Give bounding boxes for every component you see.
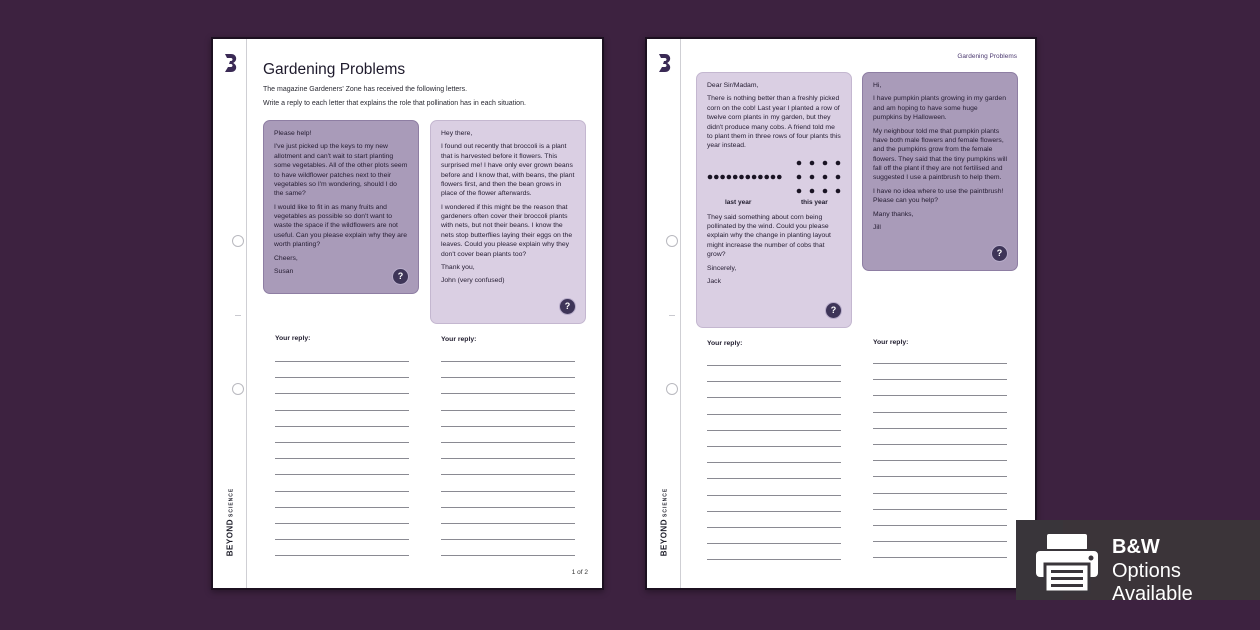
corn-plant-dot-last-year [777,174,782,179]
help-icon[interactable]: ? [991,245,1008,262]
reply-label: Your reply: [873,339,909,346]
corn-plant-dot-last-year [758,174,763,179]
corn-plant-dot-last-year [764,174,769,179]
page-number: 1 of 2 [571,569,588,576]
worksheet-page-1 [211,37,604,590]
intro-text: The magazine Gardeners' Zone has received the following letters. [263,86,468,93]
corn-plant-dot-this-year [836,160,841,165]
worksheet-page-2 [645,37,1037,590]
fold-mark [669,315,675,316]
corn-plant-dot-last-year [714,174,719,179]
punch-hole [232,235,244,247]
corn-plant-dot-last-year [727,174,732,179]
fold-mark [235,315,241,316]
corn-plant-dot-last-year [708,174,713,179]
bw-options-badge[interactable] [1016,520,1260,605]
letter-paragraph: I would like to fit in as many fruits and vegetables as possible so don't want to waste the space if the wildflowers are not useful. Can you please explain why they are worth planting? [274,203,407,249]
reply-lines-2[interactable] [441,361,575,571]
letter-signoff: Sincerely, [707,264,737,272]
reply-lines-3[interactable] [707,365,841,575]
letter-paragraph: I've just picked up the keys to my new allotment and can't wait to start planting some vegetables. All of the other plots seem to have wildflower patches next to their vegetables so I'm wondering, should I do the same? [274,143,408,198]
reply-label: Your reply: [707,340,743,347]
corn-plant-dot-this-year [823,160,828,165]
brand-wordmark: BEYONDSCIENCE [225,487,235,557]
letter-paragraph: I have pumpkin plants growing in my garden and am hoping to have some huge pumpkins by Halloween. [873,95,1006,122]
letter-greeting: Please help! [274,130,312,137]
printer-icon [1031,532,1103,594]
corn-plant-dot-last-year [752,174,757,179]
punch-hole [666,235,678,247]
corn-plant-dot-last-year [739,174,744,179]
corn-plant-dot-this-year [810,188,815,193]
corn-dots [707,157,843,197]
corn-plant-dot-this-year [823,174,828,179]
corn-plant-dot-this-year [797,160,802,165]
letter-greeting: Hi, [873,82,882,89]
corn-plant-dot-last-year [771,174,776,179]
label-last-year: last year [725,198,752,206]
letter-name: Jack [707,277,721,285]
running-header: Gardening Problems [957,53,1017,60]
letter-paragraph: I found out recently that broccoli is a plant that is harvested before it flowers. This surprised me! I have only ever grown beans before and I know that, with beans, the plant flowers first, and then the bean grows in place of the flower afterwards. [441,143,575,198]
letter-paragraph: I wondered if this might be the reason that gardeners often cover their broccoli plants with nets, but not their beans. I know the nets stop butterflies laying their eggs on the leaves. Could you please explain why they don't cover bean plants too? [441,203,573,258]
reply-lines-1[interactable] [275,361,409,571]
reply-label: Your reply: [275,335,311,342]
letter-signoff: Thank you, [441,263,475,271]
badge-panel [1063,520,1260,605]
letter-name: Jill [873,223,881,231]
help-icon[interactable]: ? [825,302,842,319]
letter-susan [263,120,419,294]
help-icon[interactable]: ? [392,268,409,285]
letter-paragraph: There is nothing better than a freshly picked corn on the cob! Last year I planted a row of twelve corn plants in my garden, but they didn't produce many cobs. A friend told me to plant them in three rows of four plants this year instead. [707,95,841,150]
beyond-logo-icon [656,52,674,74]
letter-greeting: Hey there, [441,130,473,137]
badge-title: B&W [1112,536,1160,558]
reply-lines-4[interactable] [873,363,1007,573]
corn-plant-dot-this-year [797,188,802,193]
corn-plant-dot-this-year [823,188,828,193]
corn-plant-dot-this-year [836,188,841,193]
brand-wordmark: BEYONDSCIENCE [659,487,669,557]
binder-margin [647,39,681,588]
beyond-logo-icon [222,52,240,74]
letter-name: John (very confused) [441,277,505,285]
reply-label: Your reply: [441,336,477,343]
punch-hole [232,383,244,395]
corn-plant-dot-this-year [836,174,841,179]
help-icon[interactable]: ? [559,298,576,315]
badge-subtitle: Options Available [1112,560,1193,605]
corn-plant-dot-last-year [720,174,725,179]
punch-hole [666,383,678,395]
letter-name: Susan [274,267,294,275]
letter-jill [862,72,1018,271]
letter-signoff: Many thanks, [873,210,914,218]
corn-plant-dot-last-year [746,174,751,179]
letter-paragraph: My neighbour told me that pumpkin plants have both male flowers and female flowers, and the pumpkins grow from the female flowers. They said that the tiny pumpkins will fall off the plant if they are not fertilised and suggested I use a paintbrush to help them. [873,127,1007,182]
letter-greeting: Dear Sir/Madam, [707,82,759,89]
letter-paragraph: I have no idea where to use the paintbrush! Please can you help? [873,187,1004,205]
letter-signoff: Cheers, [274,254,298,262]
instruction-text: Write a reply to each letter that explains the role that pollination has in each situation. [263,100,526,107]
corn-plant-dot-this-year [810,160,815,165]
letter-john [430,120,586,324]
letter-jack [696,72,852,328]
page-title: Gardening Problems [263,61,406,78]
corn-plant-dot-this-year [797,174,802,179]
corn-layout-diagram [707,155,841,213]
binder-margin [213,39,247,588]
label-this-year: this year [801,198,828,206]
corn-plant-dot-this-year [810,174,815,179]
letter-paragraph: They said something about corn being pollinated by the wind. Could you please explain why the change in planting layout might increase the number of cobs that grow? [707,213,831,259]
corn-plant-dot-last-year [733,174,738,179]
